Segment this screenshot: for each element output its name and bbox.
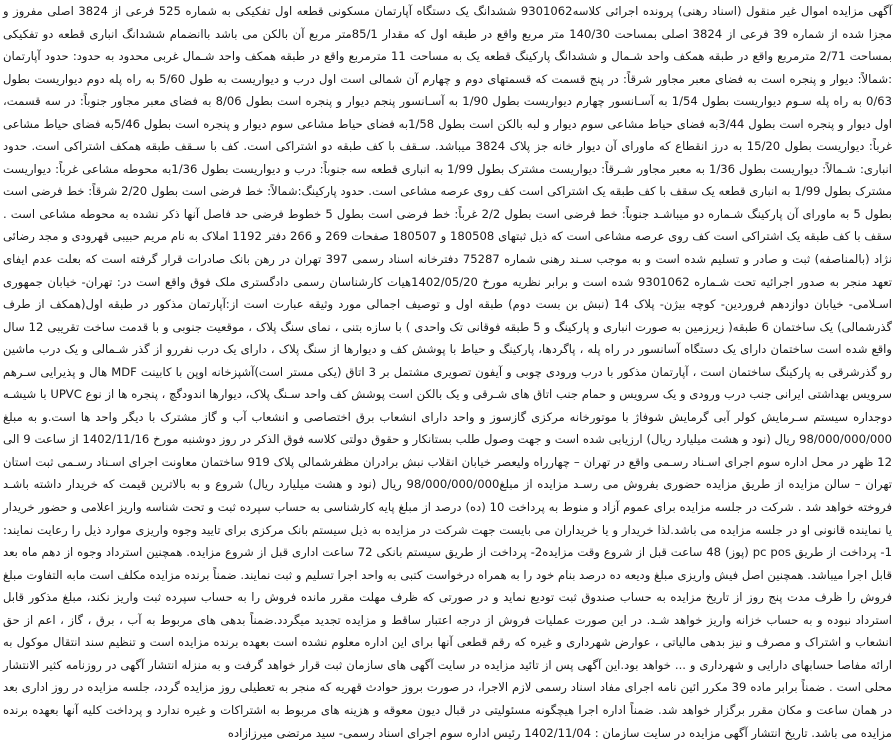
auction-notice-text: آگهی مزایده اموال غیر منقول (اسناد رهنی) پرونده اجرائی کلاسه9301062 ششدانگ یک دستگاه آپارتمان مسکونی قطعه اول تفکیکی به شماره 525 فرعی از 3824 اصلی مفروز و مجزا شده از شماره 39 فرعی از 3824 اصلی بمساحت 140/30 متر مربع واقع در طبقه اول که مقدار 85/1متر مربع آن بالکن می باشد باانضمام ششدانگ انباری قطعه دو تفکیکی بمساحت 2/71 مترمربع واقع در طبقه همکف واحد شـمال و ششدانگ پارکینگ قطعه یک به مساحت 11 مترمربع واقع در طبقه همکف واحد شـمال غربی محدود به حدود: حدود آپارتمان :شمالاً: دیوار و پنجره است به فضای معبر مجاور شرقاً: در پنج قسمت که قسمتهای دوم و چهارم آن شمالی است اول درب و دیواریست به طول 5/60 به راه پله دوم دیواریست بطول 0/63 به راه پله سـوم دیواریست بطول 1/54 به آسـانسور چهارم دیواریست بطول 1/90 به آسـانسور پنجم دیوار و پنجره است بطول 8/06 به فضای معبر مجاور جنوباً: در سه قسمت، اول دیوار و پنجره است بطول 3/44به فضای حیاط مشاعی سوم دیوار و لبه بالکن است بطول 1/58به فضای حیاط مشاعی سوم دیوار و پنجره است بطول 5/46به فضای حیاط مشاعی غرباً: دیواریست بطول 15/20 به درز انقطاع که ماورای آن دیوار خانه جز پلاک 3824 میباشد. سـقف با کف طبقه دو اشتراکی است. کف با سـقف طبقه همکف اشتراکی است. حدود انباری: شـمالاً: دیواریست بطول 1/36 به معبر مجاور شـرقاً: دیواریست مشترک بطول 1/99 به انباری قطعه سه جنوباً: درب و دیواریست بطول 1/36به محوطه مشاعی غرباً: دیواریست مشترک بطول 1/99 به انباری قطعه یک سقف با کف طبقه یک اشتراکی است کف روی عرصه مشاعی است. حدود پارکینگ:شمالاً: خط فرضی است بطول 2/20 شرقاً: خط فرضی است بطول 5 به ماورای آن پارکینگ شـماره دو میباشـد جنوباً: خط فرضی است بطول 2/2 غرباً: خط فرضی است بطول 5 خطوط فرضی حد فاصل آنها ذکر نشده به محوطه مشاعی است . سقف با کف طبقه یک اشتراکی است کف روی عرصه مشاعی است که ذیل ثبتهای 180508 و 180507 صفحات 269 و 266 دفتر 1192 املاک به نام مریم حبیبی قهرودی و مجد رضائی نژاد (بالمناصفه) ثبت و صادر و تسلیم شده است و به موجب سـند رهنی شماره 75287 دفترخانه اسناد رسمی 397 تهران در رهن بانک صادرات قرار گرفته است که بعلت عدم ایفای تعهد منجر به صدور اجرائیه تحت شـماره 9301062 شده است و برابر نظریه مورخ 1402/05/20هیات کارشناسان رسمی دادگستری ملک فوق واقع است در: تهران- خیابان جمهوری اسـلامی- خیابان دوازدهم فروردین- کوچه بیژن- پلاک 14 (نبش بن بست دوم) طبقه اول و توصیف اجمالی مورد وثیقه عبارت است از:آپارتمان مذکور در طبقه اول(همکف از طرف گذرشمالی) یک ساختمان 6 طبقه( زیرزمین به صورت انباری و پارکینگ و 5 طبقه فوقانی تک واحدی ) با سازه بتنی ، نمای سنگ پلاک ، موقعیت جنوبی و با قدمت ساخت تقریبی 12 سال واقع شده است ساختمان دارای یک دستگاه آسانسور در راه پله ، پاگردها، پارکینگ و حیاط با پوشش کف و دیوارها از سنگ پلاک ، دارای یک درب نفررو از گذر شـمالی و یک درب ماشین رو گذرشرقی به پارکینگ ساختمان است ، آپارتمان مذکور با درب ورودی چوبی و آیفون تصویری مشتمل بر 3 اتاق (یکی مستر است)آشپزخانه اوپن با کابینت MDF هال و پذیرایی سـرهم سرویس بهداشتی ایرانی جنب درب ورودی و یک سرویس و حمام جنب اتاق های شـرقی و یک بالکن است پوشش کف واحد سـنگ پلاک، دیوارها اندودگچ ، پنجره ها از نوع UPVC با شیشـه دوجداره سیستم سـرمایش کولر آبی گرمایش شوفاژ با موتورخانه مرکزی گازسوز و واحد دارای انشعاب برق اختصاصی و انشعاب آب و گاز مشترک با دیگر واحد ها است.و به مبلغ 98/000/000/000 ریال (نود و هشت میلیارد ریال) ارزیابی شده است و جهت وصول طلب بستانکار و حقوق دولتی کلاسه فوق الذکر در روز دوشنبه مورخ 1402/11/16 از ساعت 9 الی 12 ظهر در محل اداره سوم اجرای اسـناد رسـمی واقع در تهران – چهارراه ولیعصر خیابان انقلاب نبش برادران مظفرشمالی پلاک 919 ساختمان معاونت اجرای اسـناد رسـمی ثبت استان تهران – سالن مزایده از طریق مزایده حضوری بفروش می رسـد مزایده از مبلغ98/000/000/000 ریال (نود و هشت میلیارد ریال) شروع و به بالاترین قیمت که خریدار داشته باشـد فروخته خواهد شد . شرکت در جلسه مزایده برای عموم آزاد و منوط به پرداخت 10 (ده) درصد از مبلغ پایه کارشناسی به حساب سپرده ثبت و تحت شناسه واریز اعلامی و حضور خریدار یا نماینده قانونی او در جلسه مزایده می باشد.لذا خریدار و یا خریداران می بایست جهت شرکت در مزایده به ذیل سیستم بانک مرکزی برای تایید وجوه واریزی موارد ذیل را رعایت نمایند: 1- پرداخت از طریق pc pos (پوز) 48 ساعت قبل از شروع وقت مزایده2- پرداخت از طریق سیستم بانکی 72 ساعت اداری قبل از شروع مزایده. همچنین استرداد وجوه از دهم ماه بعد قابل اجرا میباشد. همچنین اصل فیش واریزی مبلغ ودیعه ده درصد بنام خود را به همراه درخواست کتبی به واحد اجرا تسلیم و ثبت نمایند. ضمناً برنده مزایده مکلف است مابه التفاوت مبلغ فروش را ظرف مدت پنج روز از تاریخ مزایده به حساب صندوق ثبت تودیع نماید و در صورتی که ظرف مهلت مقرر مانده فروش را به حساب سپرده ثبت واریز نکند، مبلغ مذکور قابل استرداد نبوده و به حساب خزانه واریز خواهد شـد. در این صورت عملیات فروش از درجه اعتبار ساقط و مزایده تجدید میگردد.ضمناً بدهی های مربوط به آب ، برق ، گاز ، اعم از حق انشعاب و اشتراک و مصرف و نیز بدهی مالیاتی ، عوارض شهرداری و غیره که رقم قطعی آنها برای این اداره معلوم نشده است بعهده برنده مزایده است و تنظیم سند انتقال موکول به ارائه مفاصا حسابهای دارایی و شهرداری و ... خواهد بود.این آگهی پس از تائید مزایده در سایت آگهی های سازمان ثبت قرار خواهد گرفت و به منزله انتشار آگهی در روزنامه کثیر الانتشار محلی است . ضمناً برابر ماده 39 مکرر ائین نامه اجرای مفاد اسناد رسمی لازم الاجرا، در صورت بروز حوادث قهریه که منجر به تعطیلی روز مزایده گردد، جلسه مزایده در روز اداری بعد در همان ساعت و مکان مقرر برگزار خواهد شد. ضمناً اداره اجرا هیچگونه مسئولیتی در قبال دیون معوقه و هزینه های مربوط به اشتراکات و غیره ندارد و پرداخت کلیه آنها بعهده برنده مزایده می باشد. تاریخ انتشار آگهی مزایده در سایت سازمان : 1402/11/04 رئیس اداره سوم اجرای اسناد رسمی- سید مرتضی میرزازاده [3,4,893,740]
